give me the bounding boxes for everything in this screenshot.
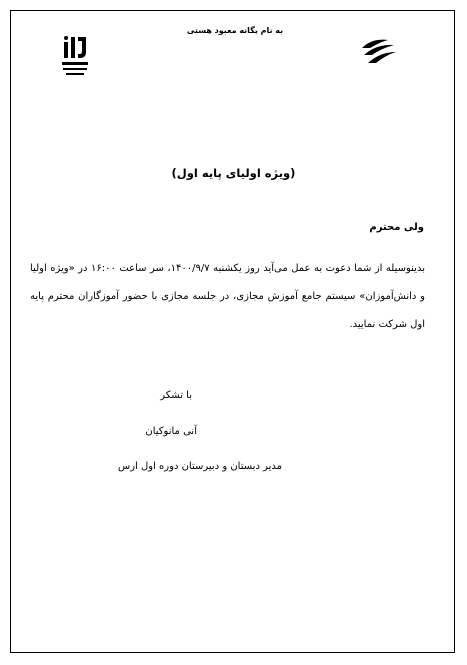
signer-name: آنی مانوکیان xyxy=(145,426,197,437)
header-text: به نام یگانه معبود هستی xyxy=(186,26,284,35)
greeting: ولی محترم xyxy=(369,222,424,233)
paragraph-line: مجازی با حضور آموزگاران محترم پایه اول شرکت نمایید. xyxy=(30,291,425,330)
letter-title: (ویژه اولیای پایه اول) xyxy=(171,166,296,180)
paragraph-line: ۱۶:۰۰ در «ویژه اولیا و دانش‌آموزان» سیستم جامع آموزش مجازی، در جلسه xyxy=(30,263,425,302)
closing-text: با تشکر xyxy=(160,390,192,401)
system-logo-icon xyxy=(358,36,398,68)
signer-position: مدیر دبستان و دبیرستان دوره اول ارس xyxy=(118,461,282,472)
invitation-paragraph xyxy=(30,255,425,339)
school-logo-icon xyxy=(60,34,90,80)
paragraph-line: بدینوسیله از شما دعوت به عمل می‌آید روز یکشنبه ۱۴۰۰/۹/۷، سر ساعت xyxy=(119,263,425,274)
